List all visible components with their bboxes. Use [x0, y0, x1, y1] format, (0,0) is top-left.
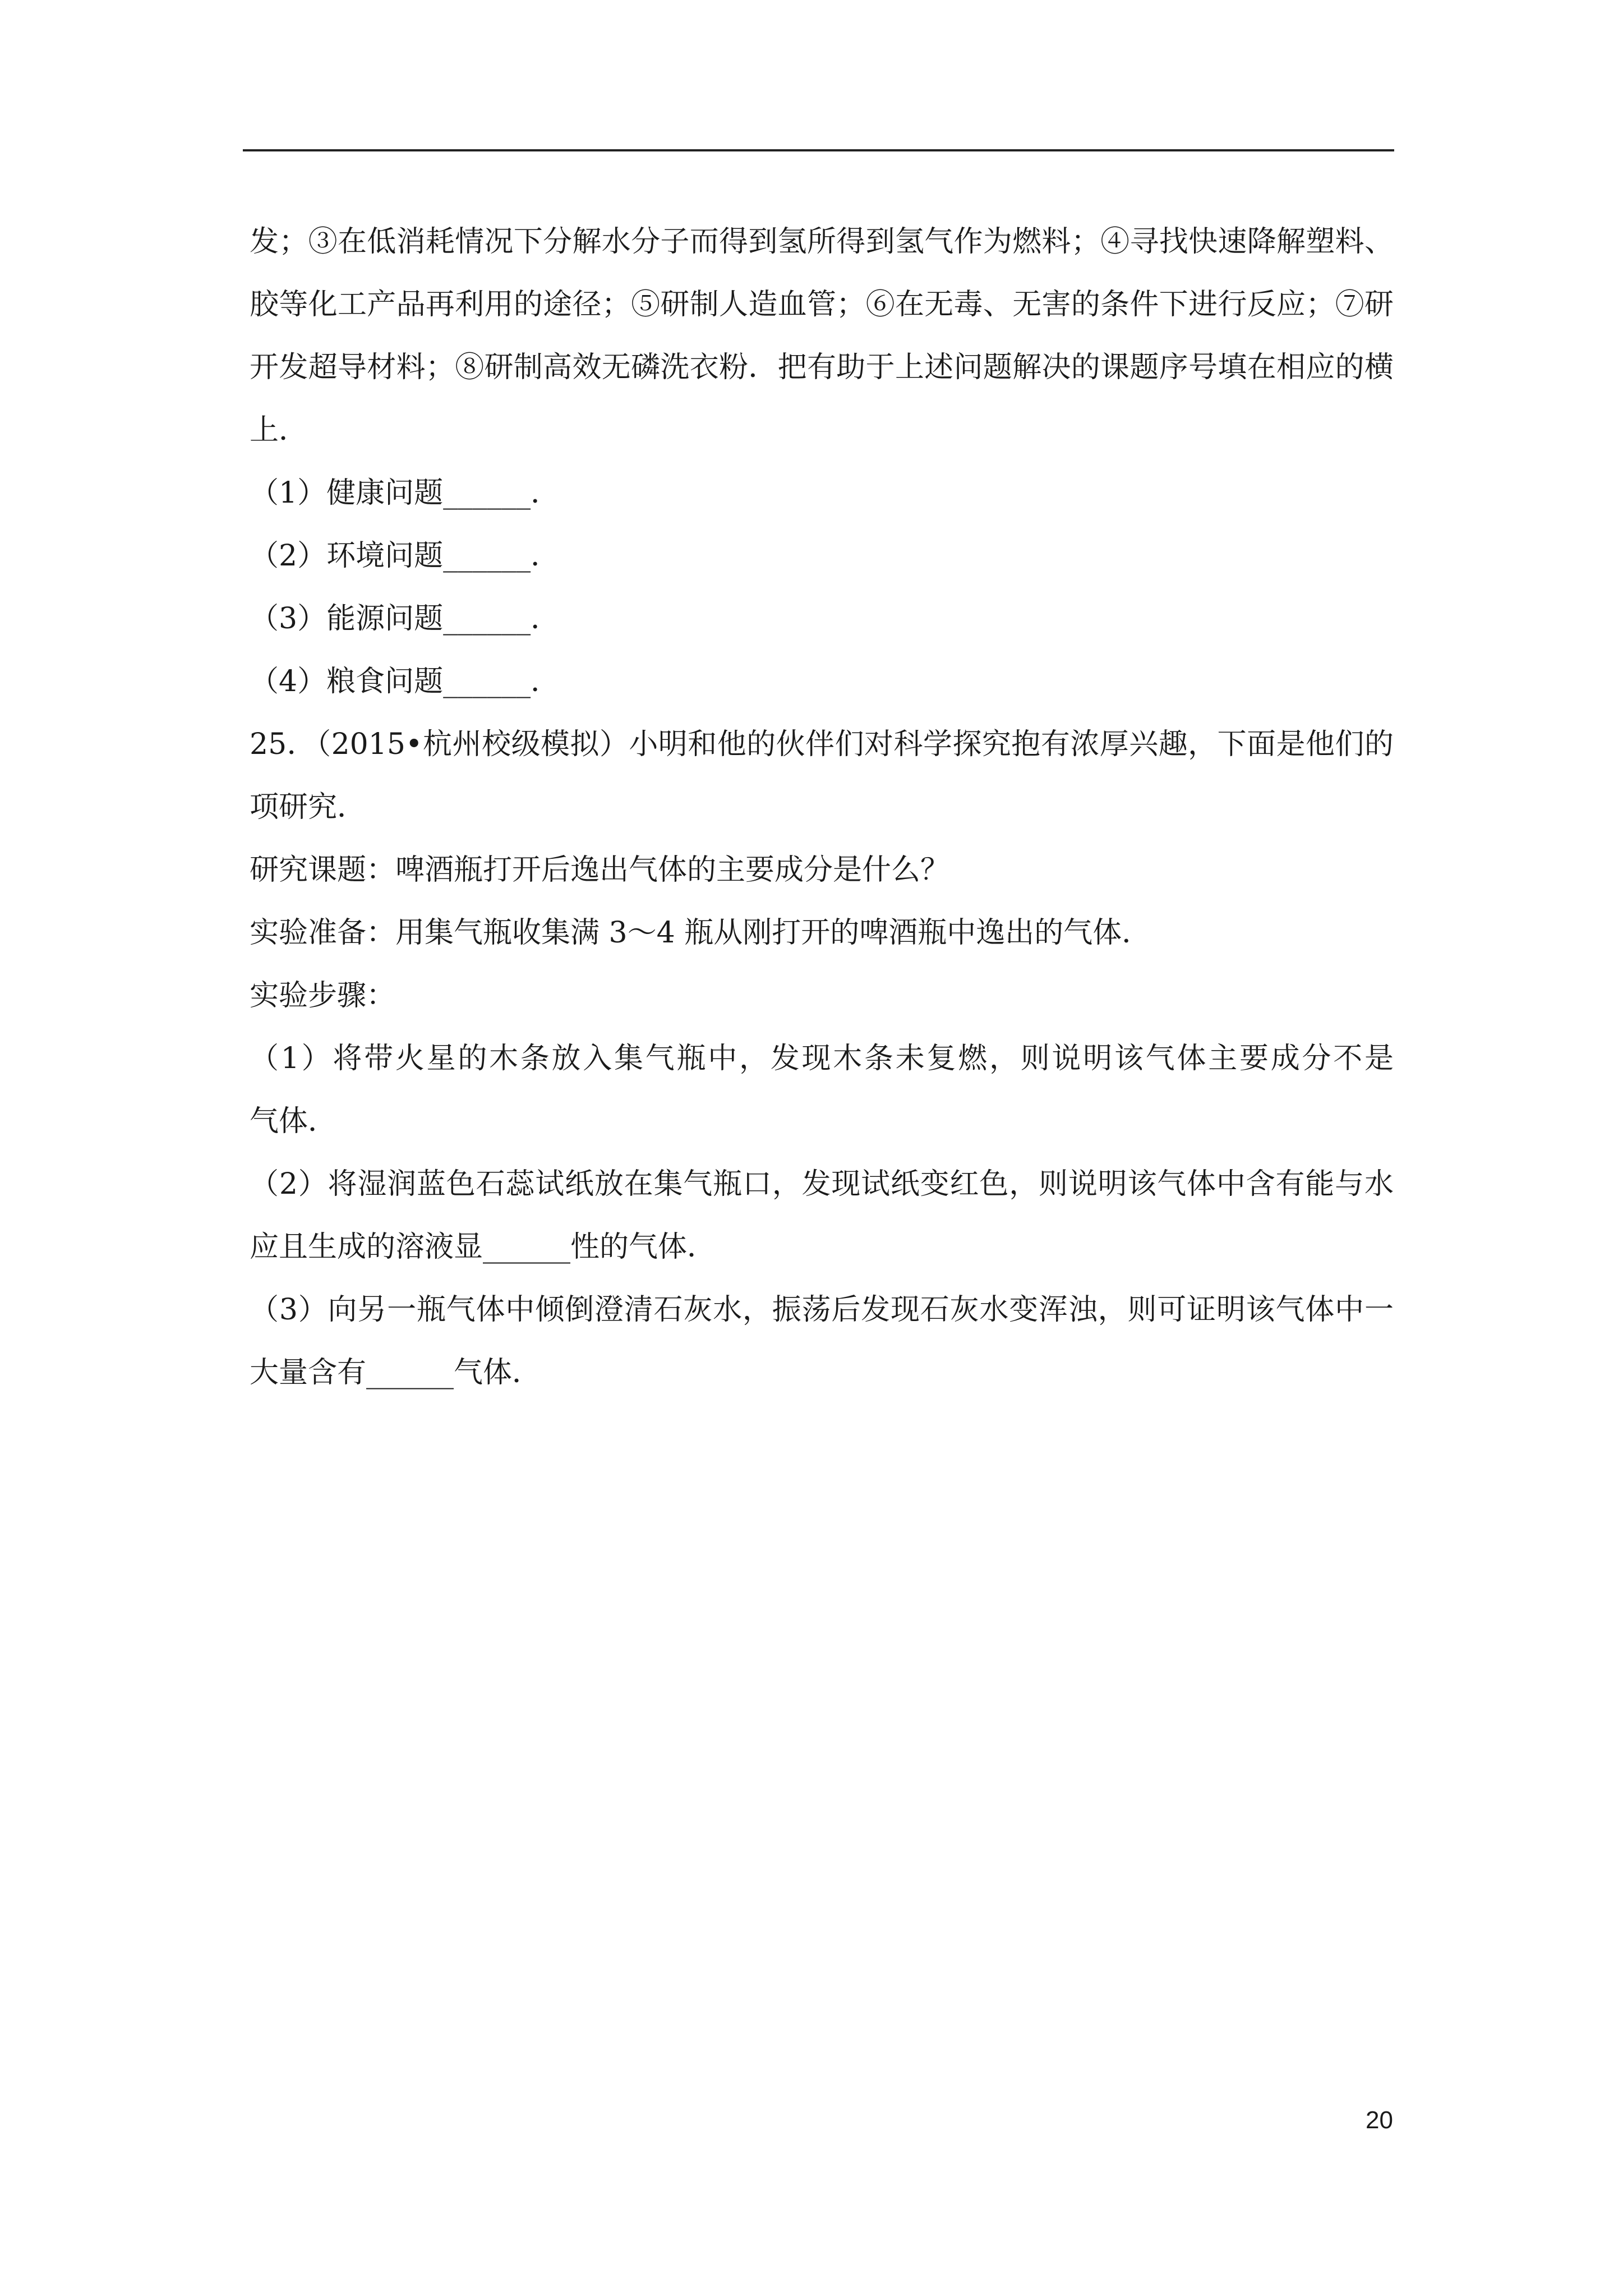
text-line: 应且生成的溶液显______性的气体．: [250, 1230, 717, 1264]
text-line: 大量含有______气体．: [250, 1356, 542, 1389]
text-line: 上．: [250, 413, 308, 447]
text-line: 开发超导材料；⑧研制高效无磷洗衣粉．把有助于上述问题解决的课题序号填在相应的横: [250, 351, 1394, 384]
experiment-preparation: 实验准备：用集气瓶收集满 3～4 瓶从刚打开的啤酒瓶中逸出的气体．: [250, 916, 1151, 950]
text-line: 胶等化工产品再利用的途径；⑤研制人造血管；⑥在无毒、无害的条件下进行反应；⑦研: [250, 288, 1394, 321]
step-1: （1）将带火星的木条放入集气瓶中，发现木条未复燃，则说明该气体主要成分不是: [250, 1042, 1394, 1075]
step-3: （3）向另一瓶气体中倾倒澄清石灰水，振荡后发现石灰水变浑浊，则可证明该气体中一: [250, 1293, 1394, 1327]
research-topic: 研究课题：啤酒瓶打开后逸出气体的主要成分是什么？: [250, 853, 950, 887]
document-body: [250, 210, 1394, 1404]
step-2: （2）将湿润蓝色石蕊试纸放在集气瓶口，发现试纸变红色，则说明该气体中含有能与水: [250, 1167, 1394, 1201]
header-rule: [243, 149, 1394, 151]
text-line: 项研究．: [250, 790, 367, 824]
text-line: 发；③在低消耗情况下分解水分子而得到氢所得到氢气作为燃料；④寻找快速降解塑料、: [250, 225, 1394, 259]
question-item-environment: （2）环境问题______．: [250, 539, 560, 573]
question-item-health: （1）健康问题______．: [250, 476, 560, 510]
experiment-steps-label: 实验步骤：: [250, 979, 396, 1013]
question-25-heading: 25．（2015•杭州校级模拟）小明和他的伙伴们对科学探究抱有浓厚兴趣，下面是他们的: [250, 728, 1394, 761]
text-line: 气体．: [250, 1105, 338, 1138]
page-number: 20: [1366, 2106, 1393, 2134]
question-item-energy: （3）能源问题______．: [250, 602, 560, 636]
question-item-food: （4）粮食问题______．: [250, 665, 560, 698]
